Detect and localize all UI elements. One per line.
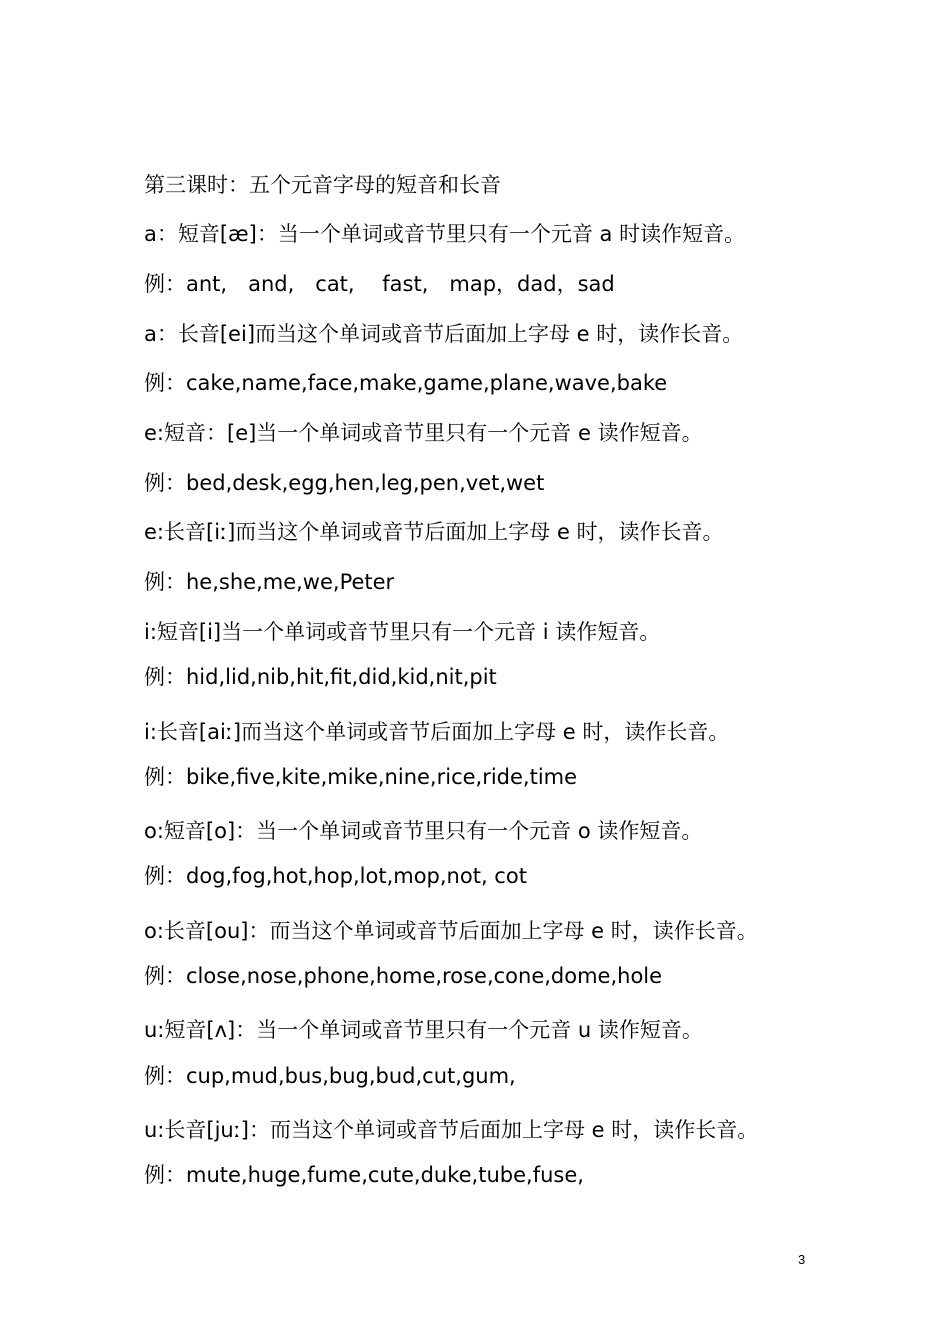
rule-u-short: u:短音[ʌ]：当一个单词或音节里只有一个元音 u 读作短音。 [144, 1018, 703, 1042]
example-o-short: 例：dog,fog,hot,hop,lot,mop,not, cot [144, 864, 527, 888]
rule-o-long: o:长音[ou]：而当这个单词或音节后面加上字母 e 时，读作长音。 [144, 919, 758, 943]
example-u-long: 例：mute,huge,fume,cute,duke,tube,fuse, [144, 1163, 584, 1187]
rule-o-short: o:短音[o]：当一个单词或音节里只有一个元音 o 读作短音。 [144, 819, 703, 843]
rule-e-short: e:短音：[e]当一个单词或音节里只有一个元音 e 读作短音。 [144, 421, 703, 445]
example-u-short: 例：cup,mud,bus,bug,bud,cut,gum, [144, 1064, 516, 1088]
example-a-short: 例：ant, and, cat, fast, map，dad，sad [144, 272, 615, 296]
rule-a-long: a：长音[ei]而当这个单词或音节后面加上字母 e 时，读作长音。 [144, 322, 744, 346]
rule-e-long: e:长音[iː]而当这个单词或音节后面加上字母 e 时，读作长音。 [144, 520, 724, 544]
rule-a-short: a：短音[æ]：当一个单词或音节里只有一个元音 a 时读作短音。 [144, 222, 746, 246]
page-number: 3 [798, 1252, 806, 1267]
rule-i-short: i:短音[i]当一个单词或音节里只有一个元音 i 读作短音。 [144, 620, 661, 644]
example-a-long: 例：cake,name,face,make,game,plane,wave,bake [144, 371, 668, 395]
rule-i-long: i:长音[aiː]而当这个单词或音节后面加上字母 e 时，读作长音。 [144, 720, 730, 744]
rule-u-long: u:长音[juː]：而当这个单词或音节后面加上字母 e 时，读作长音。 [144, 1118, 759, 1142]
example-e-long: 例：he,she,me,we,Peter [144, 570, 395, 594]
example-i-long: 例：bike,five,kite,mike,nine,rice,ride,time [144, 765, 578, 789]
example-o-long: 例：close,nose,phone,home,rose,cone,dome,hole [144, 964, 663, 988]
lesson-heading: 第三课时：五个元音字母的短音和长音 [144, 173, 501, 197]
example-i-short: 例：hid,lid,nib,hit,fit,did,kid,nit,pit [144, 665, 497, 689]
example-e-short: 例：bed,desk,egg,hen,leg,pen,vet,wet [144, 471, 545, 495]
